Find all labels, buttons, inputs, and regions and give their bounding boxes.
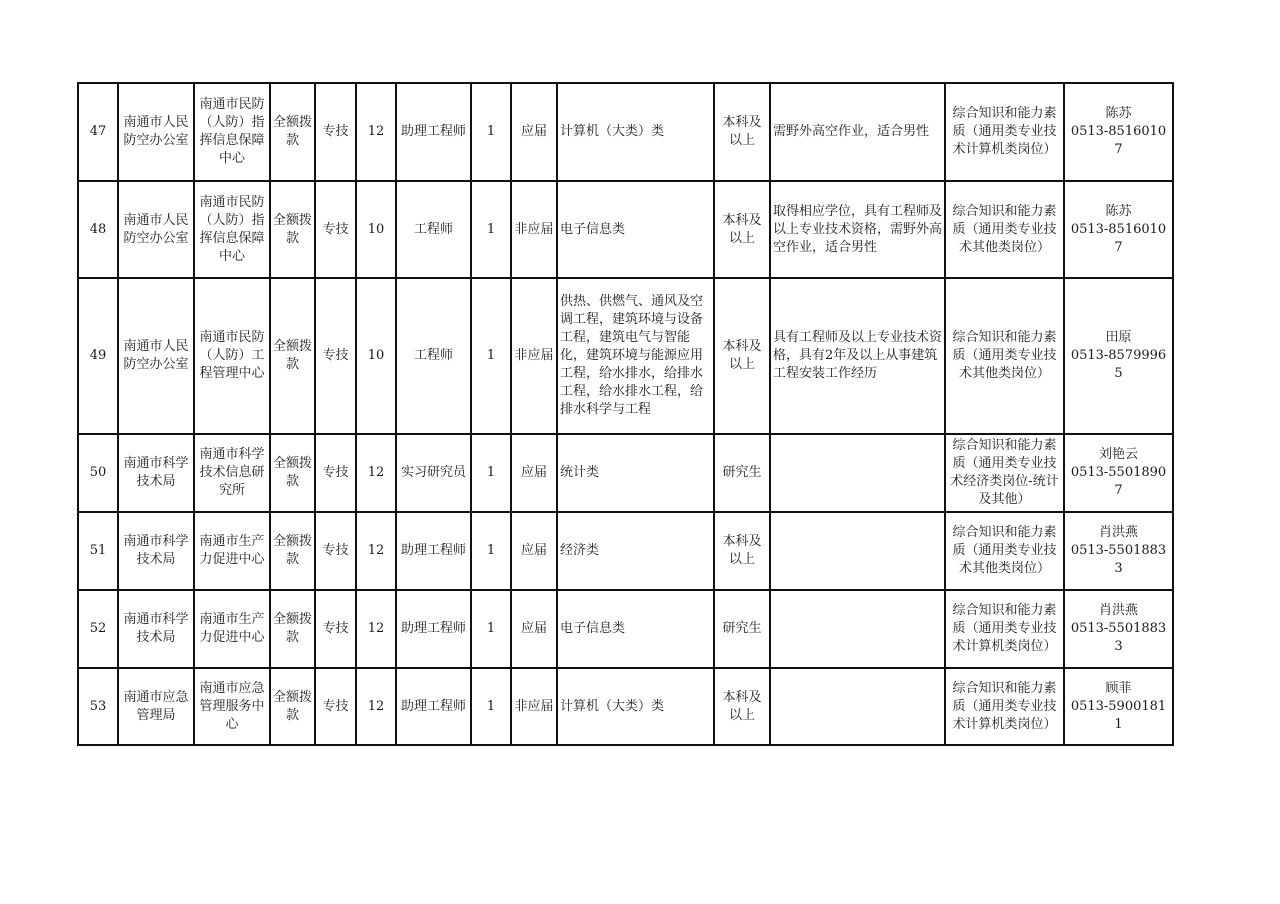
exam-subject-cell: 综合知识和能力素质（通用类专业技术计算机类岗位）: [945, 590, 1064, 668]
contact-cell: [1064, 668, 1173, 745]
post-name-cell: 实习研究员: [396, 434, 471, 512]
table-row: [78, 278, 1173, 434]
exam-subject-cell: 综合知识和能力素质（通用类专业技术其他类岗位）: [945, 512, 1064, 590]
contact-phone: 0513-55018833: [1070, 621, 1167, 654]
table-row: [78, 512, 1173, 590]
candidate-type-cell: 非应届: [511, 668, 557, 745]
major-cell: 电子信息类: [557, 590, 714, 668]
major-cell: 计算机（大类）类: [557, 668, 714, 745]
exam-subject-cell: 综合知识和能力素质（通用类专业技术其他类岗位）: [945, 278, 1064, 434]
funding-cell: 全额拨款: [270, 668, 315, 745]
other-requirements-cell: [770, 434, 945, 512]
candidate-type-cell: 非应届: [511, 278, 557, 434]
count-cell: 1: [471, 590, 511, 668]
contact-cell: [1064, 278, 1173, 434]
post-level-cell: 12: [356, 590, 396, 668]
table-row: [78, 434, 1173, 512]
department-cell: 南通市科学技术局: [118, 512, 194, 590]
row-number: 50: [78, 434, 118, 512]
contact-phone: 0513-55018907: [1070, 465, 1167, 498]
contact-phone: 0513-59001811: [1070, 698, 1167, 732]
contact-cell: [1064, 512, 1173, 590]
post-name-cell: 工程师: [396, 181, 471, 278]
recruitment-table-sheet: [77, 82, 1174, 746]
row-number: 47: [78, 83, 118, 181]
department-cell: 南通市科学技术局: [118, 434, 194, 512]
count-cell: 1: [471, 512, 511, 590]
post-name-cell: 助理工程师: [396, 668, 471, 745]
major-cell: 电子信息类: [557, 181, 714, 278]
row-number: 52: [78, 590, 118, 668]
department-cell: 南通市人民防空办公室: [118, 278, 194, 434]
table-row: [78, 181, 1173, 278]
row-number: 51: [78, 512, 118, 590]
post-name-cell: 助理工程师: [396, 590, 471, 668]
other-requirements-cell: [770, 512, 945, 590]
contact-cell: [1064, 590, 1173, 668]
post-type-cell: 专技: [315, 181, 356, 278]
education-cell: 本科及以上: [714, 278, 770, 434]
post-level-cell: 10: [356, 278, 396, 434]
table-row: [78, 590, 1173, 668]
count-cell: 1: [471, 83, 511, 181]
other-requirements-cell: 需野外高空作业，适合男性: [770, 83, 945, 181]
table-row: [78, 83, 1173, 181]
contact-cell: [1064, 181, 1173, 278]
candidate-type-cell: 应届: [511, 512, 557, 590]
education-cell: 本科及以上: [714, 181, 770, 278]
major-cell: 供热、供燃气、通风及空调工程，建筑环境与设备工程，建筑电气与智能化，建筑环境与能源应用工程，给水排水，给排水工程，给水排水工程，给排水科学与工程: [557, 278, 714, 434]
exam-subject-cell: 综合知识和能力素质（通用类专业技术经济类岗位-统计及其他）: [945, 434, 1064, 512]
candidate-type-cell: 应届: [511, 590, 557, 668]
major-cell: 经济类: [557, 512, 714, 590]
contact-name: 陈苏: [1105, 203, 1132, 219]
major-cell: 计算机（大类）类: [557, 83, 714, 181]
contact-name: 肖洪燕: [1098, 525, 1138, 540]
department-cell: 南通市人民防空办公室: [118, 83, 194, 181]
unit-cell: 南通市民防（人防）工程管理中心: [194, 278, 270, 434]
count-cell: 1: [471, 668, 511, 745]
education-cell: 本科及以上: [714, 83, 770, 181]
contact-name: 陈苏: [1105, 106, 1132, 121]
exam-subject-cell: 综合知识和能力素质（通用类专业技术计算机类岗位）: [945, 668, 1064, 745]
other-requirements-cell: [770, 668, 945, 745]
post-level-cell: 12: [356, 83, 396, 181]
funding-cell: 全额拨款: [270, 278, 315, 434]
post-type-cell: 专技: [315, 668, 356, 745]
exam-subject-cell: 综合知识和能力素质（通用类专业技术计算机类岗位）: [945, 83, 1064, 181]
other-requirements-cell: [770, 590, 945, 668]
contact-name: 刘艳云: [1098, 447, 1138, 462]
education-cell: 研究生: [714, 590, 770, 668]
unit-cell: 南通市生产力促进中心: [194, 512, 270, 590]
unit-cell: 南通市民防（人防）指挥信息保障中心: [194, 181, 270, 278]
post-level-cell: 10: [356, 181, 396, 278]
department-cell: 南通市应急管理局: [118, 668, 194, 745]
post-type-cell: 专技: [315, 512, 356, 590]
education-cell: 本科及以上: [714, 668, 770, 745]
exam-subject-cell: 综合知识和能力素质（通用类专业技术其他类岗位）: [945, 181, 1064, 278]
post-name-cell: 工程师: [396, 278, 471, 434]
post-type-cell: 专技: [315, 434, 356, 512]
count-cell: 1: [471, 278, 511, 434]
department-cell: 南通市人民防空办公室: [118, 181, 194, 278]
funding-cell: 全额拨款: [270, 83, 315, 181]
contact-phone: 0513-55018833: [1070, 543, 1167, 576]
funding-cell: 全额拨款: [270, 590, 315, 668]
post-name-cell: 助理工程师: [396, 512, 471, 590]
post-type-cell: 专技: [315, 278, 356, 434]
other-requirements-cell: 取得相应学位，具有工程师及以上专业技术资格，需野外高空作业，适合男性: [770, 181, 945, 278]
post-level-cell: 12: [356, 434, 396, 512]
contact-cell: [1064, 434, 1173, 512]
candidate-type-cell: 非应届: [511, 181, 557, 278]
candidate-type-cell: 应届: [511, 434, 557, 512]
contact-name: 顾菲: [1105, 680, 1132, 696]
count-cell: 1: [471, 434, 511, 512]
contact-phone: 0513-85160107: [1070, 124, 1167, 157]
other-requirements-cell: 具有工程师及以上专业技术资格，具有2年及以上从事建筑工程安装工作经历: [770, 278, 945, 434]
unit-cell: 南通市应急管理服务中心: [194, 668, 270, 745]
row-number: 48: [78, 181, 118, 278]
row-number: 49: [78, 278, 118, 434]
department-cell: 南通市科学技术局: [118, 590, 194, 668]
candidate-type-cell: 应届: [511, 83, 557, 181]
funding-cell: 全额拨款: [270, 181, 315, 278]
post-level-cell: 12: [356, 668, 396, 745]
post-type-cell: 专技: [315, 590, 356, 668]
post-type-cell: 专技: [315, 83, 356, 181]
post-level-cell: 12: [356, 512, 396, 590]
row-number: 53: [78, 668, 118, 745]
recruitment-table: [77, 82, 1174, 746]
funding-cell: 全额拨款: [270, 512, 315, 590]
education-cell: 研究生: [714, 434, 770, 512]
funding-cell: 全额拨款: [270, 434, 315, 512]
unit-cell: 南通市科学技术信息研究所: [194, 434, 270, 512]
education-cell: 本科及以上: [714, 512, 770, 590]
contact-name: 田原: [1105, 330, 1132, 345]
major-cell: 统计类: [557, 434, 714, 512]
contact-cell: [1064, 83, 1173, 181]
contact-name: 肖洪燕: [1098, 603, 1138, 618]
table-row: [78, 668, 1173, 745]
post-name-cell: 助理工程师: [396, 83, 471, 181]
contact-phone: 0513-85160107: [1070, 221, 1167, 255]
unit-cell: 南通市生产力促进中心: [194, 590, 270, 668]
contact-phone: 0513-85799965: [1070, 348, 1167, 381]
count-cell: 1: [471, 181, 511, 278]
unit-cell: 南通市民防（人防）指挥信息保障中心: [194, 83, 270, 181]
